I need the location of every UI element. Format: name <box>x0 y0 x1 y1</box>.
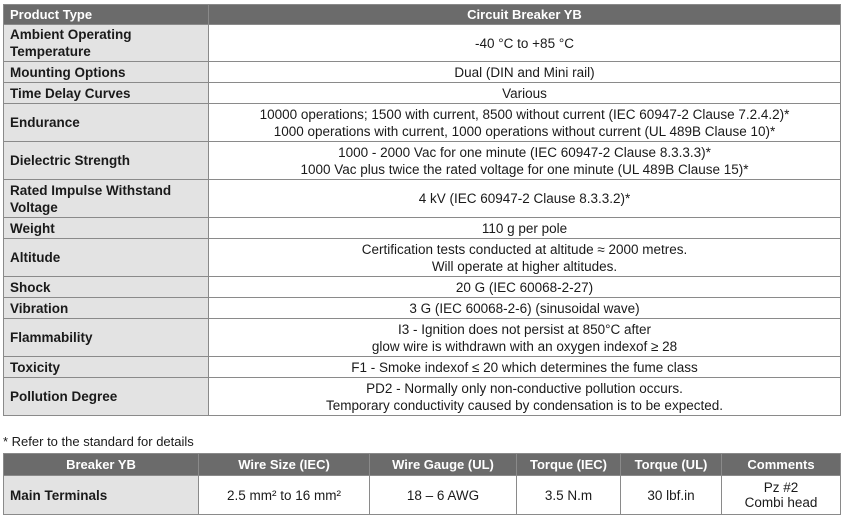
spec-value <box>209 298 841 319</box>
spec-row-weight <box>4 218 841 239</box>
spec-value-line: 1000 Vac plus twice the rated voltage for one minute (UL 489B Clause 15)* <box>300 161 749 177</box>
spec-value-line: 3 G (IEC 60068-2-6) (sinusoidal wave) <box>409 300 640 316</box>
spec-value-line: Certification tests conducted at altitude ≈ 2000 metres. <box>361 241 688 257</box>
product-name-header: Circuit Breaker YB <box>209 5 841 25</box>
spec-value <box>209 142 841 180</box>
spec-value-line: PD2 - Normally only non-conductive pollution occurs. <box>366 380 683 396</box>
spec-row-time-delay-curves <box>4 83 841 104</box>
torque-ul-value: 30 lbf.in <box>621 476 722 515</box>
torque-iec-header: Torque (IEC) <box>517 454 621 476</box>
terminals-header-row <box>4 454 841 476</box>
spec-row-dielectric-strength <box>4 142 841 180</box>
spec-value <box>209 62 841 83</box>
spec-value-line: Various <box>502 85 547 101</box>
spec-label-line: Voltage <box>10 199 58 215</box>
spec-label-line: Temperature <box>10 44 91 59</box>
spec-value-line: 4 kV (IEC 60947-2 Clause 8.3.3.2)* <box>418 191 631 206</box>
spec-label: Endurance <box>4 104 209 142</box>
spec-value-line: 1000 operations with current, 1000 operations without current (UL 489B Clause 10)* <box>273 123 776 139</box>
spec-label: Toxicity <box>4 357 209 378</box>
spec-row-ambient-temperature <box>4 25 841 62</box>
spec-row-flammability <box>4 319 841 357</box>
comments-header: Comments <box>722 454 841 476</box>
spec-value-line: -40 °C to +85 °C <box>475 35 574 51</box>
spec-value-line: 1000 - 2000 Vac for one minute (IEC 60947-2 Clause 8.3.3.3)* <box>338 144 711 160</box>
spec-label: Dielectric Strength <box>4 142 209 180</box>
wire-gauge-value: 18 – 6 AWG <box>370 476 517 515</box>
wire-size-value: 2.5 mm² to 16 mm² <box>199 476 370 515</box>
spec-value <box>209 25 841 62</box>
spec-value-line: 20 G (IEC 60068-2-27) <box>455 279 594 295</box>
spec-header-row <box>4 5 841 25</box>
spec-row-endurance <box>4 104 841 142</box>
spec-value-line: Dual (DIN and Mini rail) <box>454 64 595 80</box>
spec-label: Time Delay Curves <box>4 83 209 104</box>
spec-row-pollution-degree <box>4 378 841 416</box>
terminals-table <box>3 453 841 515</box>
breaker-header: Breaker YB <box>4 454 199 476</box>
spec-row-vibration <box>4 298 841 319</box>
spec-value-line: Will operate at higher altitudes. <box>431 258 618 274</box>
spec-value-line: 110 g per pole <box>481 220 568 236</box>
comment-line: Pz #2 <box>763 480 799 495</box>
wire-gauge-header: Wire Gauge (UL) <box>370 454 517 476</box>
spec-value-line: Temporary conductivity caused by condensation is to be expected. <box>326 397 723 413</box>
main-terminals-row <box>4 476 841 515</box>
specifications-table <box>3 4 841 416</box>
spec-label: Mounting Options <box>4 62 209 83</box>
spec-value <box>209 319 841 357</box>
spec-label-line: Rated Impulse Withstand <box>10 182 172 198</box>
spec-label: Pollution Degree <box>4 378 209 416</box>
spec-value <box>209 104 841 142</box>
spec-row-mounting-options <box>4 62 841 83</box>
spec-label: Vibration <box>4 298 209 319</box>
comment-line: Combi head <box>744 495 818 510</box>
wire-size-header: Wire Size (IEC) <box>199 454 370 476</box>
spec-label: Altitude <box>4 239 209 277</box>
spec-label-line: Ambient Operating <box>10 27 132 42</box>
main-terminals-label: Main Terminals <box>4 476 199 515</box>
spec-label: Shock <box>4 277 209 298</box>
spec-value-line: 10000 operations; 1500 with current, 8500 without current (IEC 60947-2 Clause 7.2.4.2)* <box>259 106 790 122</box>
spec-row-altitude <box>4 239 841 277</box>
spec-value-line: F1 - Smoke indexof ≤ 20 which determines the fume class <box>351 359 698 375</box>
standard-footnote: * Refer to the standard for details <box>3 434 194 449</box>
spec-label: Flammability <box>4 319 209 357</box>
spec-label <box>4 25 209 62</box>
spec-value <box>209 239 841 277</box>
spec-row-toxicity <box>4 357 841 378</box>
torque-ul-header: Torque (UL) <box>621 454 722 476</box>
spec-value-line: glow wire is withdrawn with an oxygen indexof ≥ 28 <box>371 338 678 354</box>
spec-label <box>4 180 209 218</box>
spec-row-shock <box>4 277 841 298</box>
spec-value <box>209 277 841 298</box>
spec-value <box>209 180 841 218</box>
spec-label: Weight <box>4 218 209 239</box>
spec-row-rated-impulse-withstand-voltage <box>4 180 841 218</box>
spec-value <box>209 357 841 378</box>
product-type-header: Product Type <box>4 5 209 25</box>
spec-value <box>209 378 841 416</box>
comments-value <box>722 476 841 515</box>
spec-value <box>209 83 841 104</box>
spec-value <box>209 218 841 239</box>
torque-iec-value: 3.5 N.m <box>517 476 621 515</box>
spec-value-line: I3 - Ignition does not persist at 850°C after <box>397 321 652 337</box>
